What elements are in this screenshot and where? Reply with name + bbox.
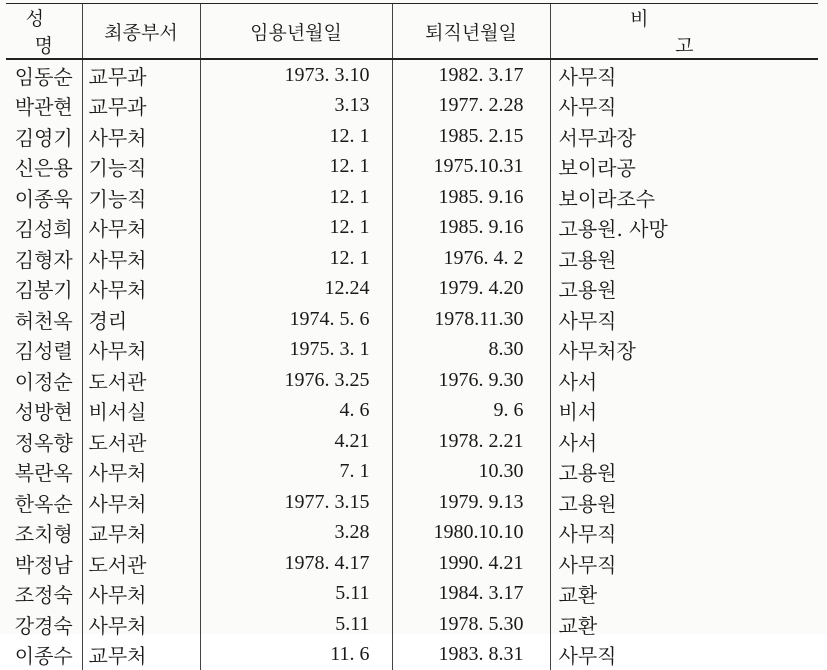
cell-retired: 1985. 9.16 — [392, 182, 550, 213]
cell-note: 비서 — [550, 396, 818, 427]
cell-dept: 사무처 — [82, 579, 200, 610]
cell-retired: 8.30 — [392, 335, 550, 366]
cell-name: 김형자 — [6, 243, 82, 274]
column-header-hired: 임용년월일 — [200, 4, 392, 60]
cell-name: 김영기 — [6, 121, 82, 152]
cell-hired: 1978. 4.17 — [200, 548, 392, 579]
cell-retired: 1979. 9.13 — [392, 487, 550, 518]
cell-hired: 12. 1 — [200, 152, 392, 183]
cell-name: 한옥순 — [6, 487, 82, 518]
cell-name: 성방현 — [6, 396, 82, 427]
cell-dept: 기능직 — [82, 182, 200, 213]
header-row — [6, 4, 818, 60]
cell-hired: 5.11 — [200, 579, 392, 610]
cell-dept: 도서관 — [82, 548, 200, 579]
table-row — [6, 457, 818, 488]
cell-note: 사서 — [550, 365, 818, 396]
cell-dept: 사무처 — [82, 213, 200, 244]
cell-name: 이정순 — [6, 365, 82, 396]
cell-retired: 1978.11.30 — [392, 304, 550, 335]
table-row — [6, 609, 818, 640]
cell-dept: 기능직 — [82, 152, 200, 183]
cell-note: 사무직 — [550, 91, 818, 122]
cell-dept: 사무처 — [82, 335, 200, 366]
table-row — [6, 335, 818, 366]
cell-name: 허천옥 — [6, 304, 82, 335]
cell-retired: 1980.10.10 — [392, 518, 550, 549]
cell-dept: 사무처 — [82, 609, 200, 640]
cell-note: 교환 — [550, 609, 818, 640]
cell-note: 서무과장 — [550, 121, 818, 152]
table-row — [6, 426, 818, 457]
cell-hired: 5.11 — [200, 609, 392, 640]
cell-hired: 1974. 5. 6 — [200, 304, 392, 335]
cell-hired: 4. 6 — [200, 396, 392, 427]
cell-retired: 1985. 2.15 — [392, 121, 550, 152]
table-row — [6, 518, 818, 549]
cell-retired: 10.30 — [392, 457, 550, 488]
cell-dept: 사무처 — [82, 243, 200, 274]
cell-note: 보이라조수 — [550, 182, 818, 213]
table-row — [6, 91, 818, 122]
cell-retired: 1984. 3.17 — [392, 579, 550, 610]
cell-name: 박관현 — [6, 91, 82, 122]
cell-name: 이종수 — [6, 640, 82, 670]
cell-note: 사무직 — [550, 548, 818, 579]
cell-note: 보이라공 — [550, 152, 818, 183]
cell-hired: 11. 6 — [200, 640, 392, 670]
cell-dept: 교무처 — [82, 518, 200, 549]
cell-retired: 1976. 4. 2 — [392, 243, 550, 274]
column-header-note: 비 고 — [550, 4, 818, 60]
cell-dept: 사무처 — [82, 487, 200, 518]
table-row — [6, 59, 818, 91]
column-header-retired: 퇴직년월일 — [392, 4, 550, 60]
table-row — [6, 213, 818, 244]
cell-name: 임동순 — [6, 59, 82, 91]
cell-name: 강경숙 — [6, 609, 82, 640]
table-row — [6, 640, 818, 670]
cell-hired: 3.13 — [200, 91, 392, 122]
cell-note: 사서 — [550, 426, 818, 457]
cell-note: 고용원 — [550, 274, 818, 305]
cell-dept: 도서관 — [82, 365, 200, 396]
table-row — [6, 487, 818, 518]
cell-hired: 12. 1 — [200, 213, 392, 244]
cell-note: 사무직 — [550, 59, 818, 91]
cell-hired: 1976. 3.25 — [200, 365, 392, 396]
cell-retired: 1983. 8.31 — [392, 640, 550, 670]
table-row — [6, 243, 818, 274]
cell-retired: 1982. 3.17 — [392, 59, 550, 91]
table-row — [6, 274, 818, 305]
cell-hired: 1977. 3.15 — [200, 487, 392, 518]
cell-name: 김봉기 — [6, 274, 82, 305]
cell-hired: 7. 1 — [200, 457, 392, 488]
cell-hired: 12. 1 — [200, 243, 392, 274]
cell-note: 고용원 — [550, 487, 818, 518]
table-row — [6, 121, 818, 152]
table-row — [6, 304, 818, 335]
cell-hired: 12. 1 — [200, 182, 392, 213]
cell-hired: 12.24 — [200, 274, 392, 305]
cell-name: 김성렬 — [6, 335, 82, 366]
table-row — [6, 579, 818, 610]
column-header-dept: 최종부서 — [82, 4, 200, 60]
cell-note: 고용원 — [550, 243, 818, 274]
cell-name: 신은용 — [6, 152, 82, 183]
cell-retired: 1979. 4.20 — [392, 274, 550, 305]
table-row — [6, 152, 818, 183]
cell-name: 김성희 — [6, 213, 82, 244]
table-row — [6, 182, 818, 213]
cell-dept: 교무과 — [82, 59, 200, 91]
cell-note: 고용원. 사망 — [550, 213, 818, 244]
table-row — [6, 396, 818, 427]
cell-retired: 1978. 2.21 — [392, 426, 550, 457]
cell-retired: 1976. 9.30 — [392, 365, 550, 396]
cell-name: 정옥향 — [6, 426, 82, 457]
cell-retired: 1990. 4.21 — [392, 548, 550, 579]
cell-retired: 1985. 9.16 — [392, 213, 550, 244]
table-body — [6, 59, 818, 670]
table-header — [6, 4, 818, 60]
cell-hired: 1975. 3. 1 — [200, 335, 392, 366]
cell-note: 사무직 — [550, 304, 818, 335]
cell-note: 고용원 — [550, 457, 818, 488]
cell-hired: 4.21 — [200, 426, 392, 457]
staff-roster-table — [6, 3, 818, 670]
cell-name: 조치형 — [6, 518, 82, 549]
table-row — [6, 365, 818, 396]
cell-name: 복란옥 — [6, 457, 82, 488]
cell-note: 교환 — [550, 579, 818, 610]
cell-retired: 1977. 2.28 — [392, 91, 550, 122]
cell-dept: 사무처 — [82, 121, 200, 152]
cell-dept: 교무과 — [82, 91, 200, 122]
cell-retired: 1978. 5.30 — [392, 609, 550, 640]
cell-note: 사무처장 — [550, 335, 818, 366]
cell-name: 조정숙 — [6, 579, 82, 610]
cell-name: 이종욱 — [6, 182, 82, 213]
cell-dept: 비서실 — [82, 396, 200, 427]
cell-note: 사무직 — [550, 640, 818, 670]
cell-hired: 3.28 — [200, 518, 392, 549]
cell-note: 사무직 — [550, 518, 818, 549]
cell-dept: 교무처 — [82, 640, 200, 670]
table-row — [6, 548, 818, 579]
cell-retired: 1975.10.31 — [392, 152, 550, 183]
cell-retired: 9. 6 — [392, 396, 550, 427]
cell-hired: 1973. 3.10 — [200, 59, 392, 91]
cell-name: 박정남 — [6, 548, 82, 579]
cell-dept: 도서관 — [82, 426, 200, 457]
column-header-name: 성 명 — [6, 4, 82, 60]
cell-dept: 사무처 — [82, 457, 200, 488]
cell-dept: 경리 — [82, 304, 200, 335]
cell-hired: 12. 1 — [200, 121, 392, 152]
cell-dept: 사무처 — [82, 274, 200, 305]
